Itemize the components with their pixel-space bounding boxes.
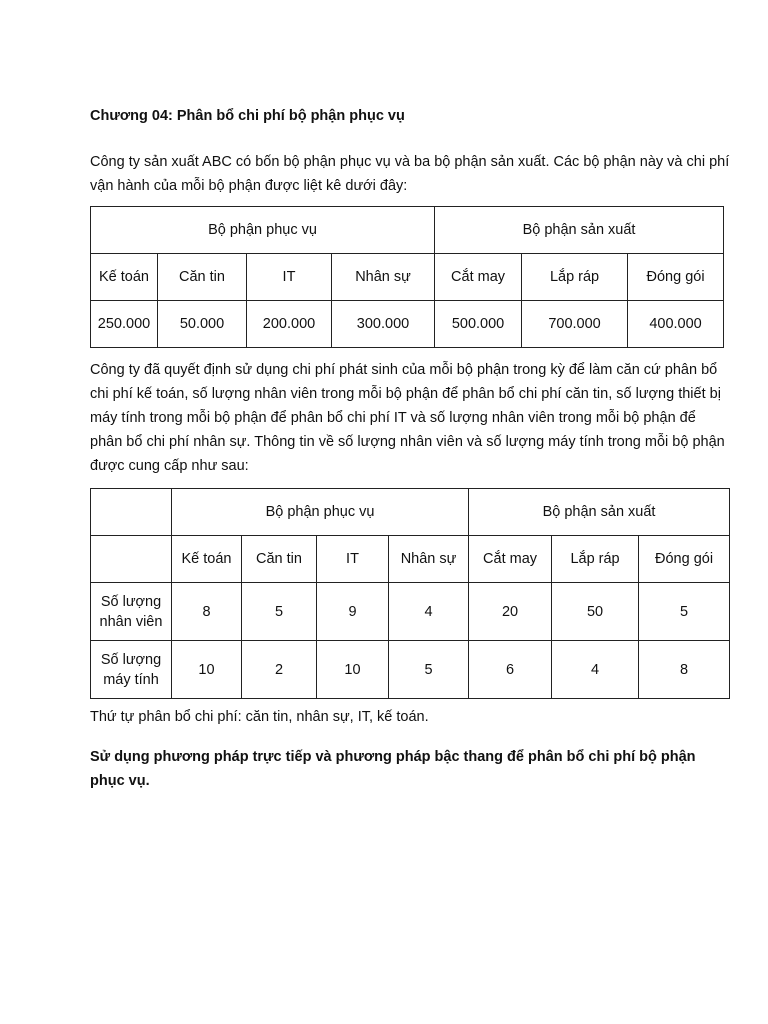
table-row (91, 301, 724, 348)
allocation-basis-paragraph: Công ty đã quyết định sử dụng chi phí phát sinh của mỗi bộ phận trong kỳ để làm căn cứ phân bổ chi phí kế toán, số lượng nhân viên trong mỗi bộ phận để phân bổ chi phí căn tin, số lượng thiết bị máy tính trong mỗi bộ phận để phân bổ chi phí IT và số lượng nhân viên trong mỗi bộ phận để phân bổ chi phí nhân sự. Thông tin về số lượng nhân viên và số lượng máy tính trong mỗi bộ phận được cung cấp như sau: (90, 362, 725, 474)
service-group-header: Bộ phận phục vụ (172, 489, 469, 536)
service-group-header: Bộ phận phục vụ (91, 207, 435, 254)
value-cell: 10 (317, 641, 389, 699)
empty-label-cell (91, 536, 172, 583)
department-header: IT (317, 536, 389, 583)
table-row (91, 207, 724, 254)
department-header: Căn tin (242, 536, 317, 583)
department-header: Nhân sự (332, 254, 435, 301)
value-cell: 5 (242, 583, 317, 641)
cost-cell: 250.000 (91, 301, 158, 348)
cost-cell: 50.000 (158, 301, 247, 348)
department-header: Nhân sự (389, 536, 469, 583)
cost-cell: 700.000 (522, 301, 628, 348)
document-page (90, 104, 730, 793)
table-row (91, 254, 724, 301)
allocation-order: Thứ tự phân bổ chi phí: căn tin, nhân sự, IT, kế toán. (90, 709, 429, 725)
cost-cell: 300.000 (332, 301, 435, 348)
table-row (91, 641, 730, 699)
cost-cell: 200.000 (247, 301, 332, 348)
value-cell: 8 (639, 641, 730, 699)
row-label-employees: Số lượng nhân viên (91, 583, 172, 641)
table-row (91, 583, 730, 641)
production-group-header: Bộ phận sản xuất (469, 489, 730, 536)
department-header: Lắp ráp (552, 536, 639, 583)
production-group-header: Bộ phận sản xuất (435, 207, 724, 254)
department-header: Đóng gói (628, 254, 724, 301)
department-header: Cắt may (435, 254, 522, 301)
value-cell: 5 (389, 641, 469, 699)
row-label-computers: Số lượng máy tính (91, 641, 172, 699)
intro-paragraph: Công ty sản xuất ABC có bốn bộ phận phục vụ và ba bộ phận sản xuất. Các bộ phận này và chi phí vận hành của mỗi bộ phận được liệt kê dưới đây: (90, 154, 730, 194)
value-cell: 10 (172, 641, 242, 699)
value-cell: 20 (469, 583, 552, 641)
table-row (91, 536, 730, 583)
value-cell: 8 (172, 583, 242, 641)
table-row (91, 489, 730, 536)
chapter-title: Chương 04: Phân bổ chi phí bộ phận phục vụ (90, 108, 405, 124)
department-header: Kế toán (172, 536, 242, 583)
value-cell: 4 (552, 641, 639, 699)
cost-cell: 400.000 (628, 301, 724, 348)
value-cell: 2 (242, 641, 317, 699)
department-header: Đóng gói (639, 536, 730, 583)
department-header: Kế toán (91, 254, 158, 301)
value-cell: 50 (552, 583, 639, 641)
employees-computers-table (90, 488, 730, 699)
department-header: Cắt may (469, 536, 552, 583)
value-cell: 6 (469, 641, 552, 699)
department-header: Lắp ráp (522, 254, 628, 301)
cost-cell: 500.000 (435, 301, 522, 348)
value-cell: 4 (389, 583, 469, 641)
empty-corner-cell (91, 489, 172, 536)
task-instruction: Sử dụng phương pháp trực tiếp và phương pháp bậc thang để phân bổ chi phí bộ phận phục vụ. (90, 749, 696, 789)
value-cell: 5 (639, 583, 730, 641)
operating-cost-table (90, 206, 724, 348)
department-header: IT (247, 254, 332, 301)
department-header: Căn tin (158, 254, 247, 301)
value-cell: 9 (317, 583, 389, 641)
